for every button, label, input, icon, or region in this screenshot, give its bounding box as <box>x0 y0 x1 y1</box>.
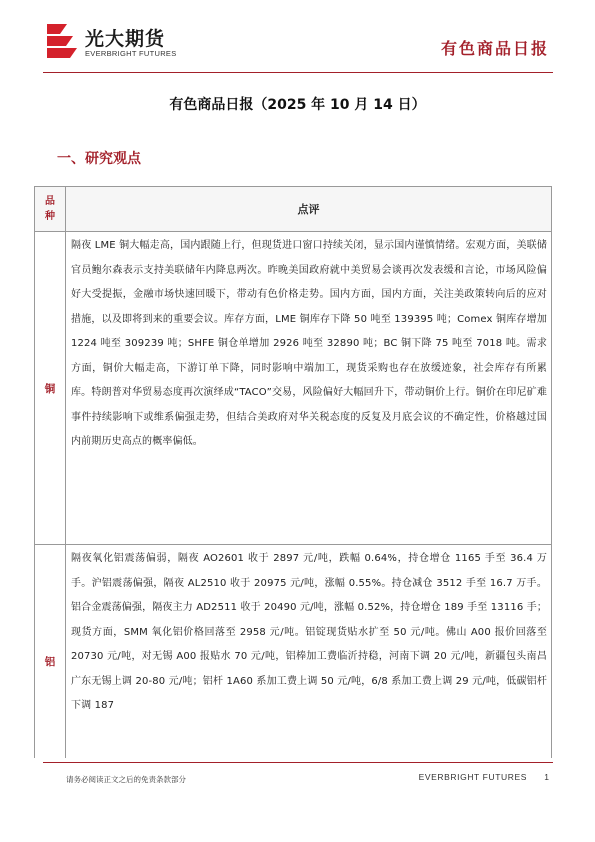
table-row <box>35 232 552 545</box>
footer-divider <box>43 762 553 763</box>
header-category-label: 品种 <box>45 196 55 222</box>
page-number: 1 <box>544 772 549 782</box>
logo-chinese-name: 光大期货 <box>85 28 166 50</box>
logo-english-name: EVERBRIGHT FUTURES <box>85 49 177 58</box>
footer-disclaimer: 请务必阅读正文之后的免责条款部分 <box>66 775 186 784</box>
research-view-table <box>34 186 552 758</box>
report-type-label: 有色商品日报 <box>440 39 549 58</box>
footer-brand: EVERBRIGHT FUTURES <box>418 772 527 782</box>
section-heading: 一、研究观点 <box>57 151 141 167</box>
category-copper: 铜 <box>35 232 66 545</box>
category-aluminum: 铝 <box>35 545 66 759</box>
table-row <box>35 545 552 759</box>
header-category <box>35 187 66 232</box>
document-title: 有色商品日报（2025 年 10 月 14 日） <box>169 97 426 113</box>
comment-aluminum: 隔夜氧化铝震荡偏弱，隔夜 AO2601 收于 2897 元/吨，跌幅 0.64%，持仓增仓 1165 手至 36.4 万手。沪铝震荡偏强，隔夜 AL2510 收于 20975 元/吨，涨幅 0.55%。持仓减仓 3512 手至 16.7 万手。铝合金震荡偏强，隔夜主力 AD2511 收于 20490 元/吨，涨幅 0.52%，持仓增仓 189 手至 13116 手；现货方面，SMM 氧化铝价格回落至 2958 元/吨。铝锭现货贴水扩至 50 元/吨。佛山 A00 报价回落至 20730 元/吨，对无锡 A00 报贴水 70 元/吨，铝棒加工费临沂持稳，河南下调 20 元/吨，新疆包头南昌广东无锡上调 20-80 元/吨；铝杆 1A60 系加工费上调 50 元/吨，6/8 系加工费上调 29 元/吨，低碳铝杆下调 187 <box>66 545 552 759</box>
table-header-row <box>35 187 552 232</box>
comment-copper: 隔夜 LME 铜大幅走高，国内跟随上行，但现货进口窗口持续关闭，显示国内谨慎情绪。宏观方面，美联储官员鲍尔森表示支持美联储年内降息两次。昨晚美国政府就中美贸易会谈再次发表缓和言论，市场风险偏好大受提振，金融市场快速回暖下，带动有色价格走势。国内方面，国内方面，关注美政策转向后的应对措施，以及即将到来的重要会议。库存方面，LME 铜库存下降 50 吨至 139395 吨；Comex 铜库存增加 1224 吨至 309239 吨；SHFE 铜仓单增加 2926 吨至 32890 吨；BC 铜下降 75 吨至 7018 吨。需求方面，铜价大幅走高，下游订单下降，同时影响中端加工，现货采购也存在放缓迹象，社会库存有所累库。特朗普对华贸易态度再次演绎成“TACO”交易，风险偏好大幅回升下，带动铜价上行。铜价在印尼矿难事件持续影响下或维系偏强走势，但结合美政府对华关税态度的反复及月底会议的不确定性，价格越过国内前期历史高点的概率偏低。 <box>66 232 552 545</box>
header-comment: 点评 <box>66 187 552 232</box>
